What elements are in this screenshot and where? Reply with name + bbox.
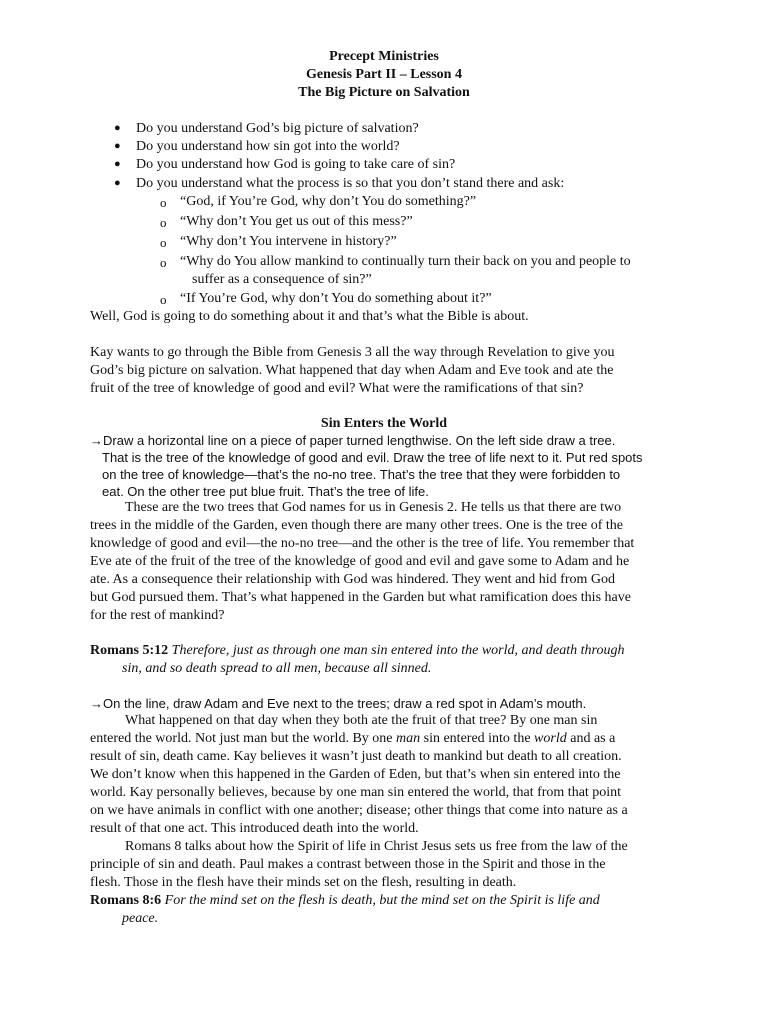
- instruction-line: →On the line, draw Adam and Eve next to the trees; draw a red spot in Adam’s mouth.: [90, 696, 587, 711]
- paragraph-line: entered the world. Not just man but the world. By one man sin entered into the world and as a: [90, 731, 616, 746]
- instruction-line: That is the tree of the knowledge of good and evil. Draw the tree of life next to it. Put red spots: [102, 450, 643, 465]
- sub-bullet-item: “Why don’t You get us out of this mess?”: [180, 214, 413, 229]
- sub-bullet-marker: o: [160, 195, 167, 210]
- paragraph-line: for the rest of mankind?: [90, 608, 225, 623]
- scripture-text: Therefore, just as through one man sin entered into the world, and death through: [171, 643, 625, 658]
- sub-bullet-marker: o: [160, 235, 167, 250]
- bullet-dot: ●: [114, 140, 121, 152]
- paragraph-line: trees in the middle of the Garden, even though there are many other trees. One is the tree of the: [90, 518, 623, 533]
- bullet-dot: ●: [114, 158, 121, 170]
- paragraph-line: What happened on that day when they both ate the fruit of that tree? By one man sin: [125, 713, 598, 728]
- bullet-item: Do you understand what the process is so that you don’t stand there and ask:: [136, 176, 565, 191]
- paragraph-line: Romans 8 talks about how the Spirit of life in Christ Jesus sets us free from the law of the: [125, 839, 628, 854]
- scripture-text-cont: peace.: [122, 911, 159, 926]
- sub-bullet-continuation: suffer as a consequence of sin?”: [192, 272, 372, 287]
- paragraph-line: result of that one act. This introduced death into the world.: [90, 821, 419, 836]
- page-title: The Big Picture on Salvation: [298, 85, 470, 100]
- bullet-dot: ●: [114, 177, 121, 189]
- scripture-ref: Romans 5:12: [90, 643, 169, 658]
- org-name: Precept Ministries: [329, 49, 439, 64]
- paragraph-line: on we have animals in conflict with one another; disease; other things that come into nature as a: [90, 803, 628, 818]
- paragraph-line: but God pursued them. That’s what happened in the Garden but what ramification does this have: [90, 590, 631, 605]
- paragraph-line: Eve ate of the fruit of the tree of the knowledge of good and evil and gave some to Adam and he: [90, 554, 630, 569]
- instruction-line: eat. On the other tree put blue fruit. That’s the tree of life.: [102, 484, 429, 499]
- section-title: Sin Enters the World: [320, 416, 448, 431]
- sub-bullet-item: “Why don’t You intervene in history?”: [180, 234, 397, 249]
- paragraph-line: principle of sin and death. Paul makes a contrast between those in the Spirit and those in the: [90, 857, 606, 872]
- bullet-item: Do you understand God’s big picture of salvation?: [136, 121, 419, 136]
- bullet-item: Do you understand how sin got into the world?: [136, 139, 400, 154]
- paragraph-line: world. Kay personally believes, because by one man sin entered the world, that from that point: [90, 785, 622, 800]
- paragraph-line: ate. As a consequence their relationship with God was hindered. They went and hid from God: [90, 572, 615, 587]
- scripture-verse: [90, 892, 600, 910]
- paragraph-line: flesh. Those in the flesh have their minds set on the flesh, resulting in death.: [90, 875, 517, 890]
- instruction-line: →Draw a horizontal line on a piece of paper turned lengthwise. On the left side draw a tree.: [90, 433, 616, 448]
- scripture-ref: Romans 8:6: [90, 893, 162, 908]
- intro-line: fruit of the tree of knowledge of good and evil? What were the ramifications of that sin?: [90, 381, 584, 396]
- scripture-text-cont: sin, and so death spread to all men, because all sinned.: [122, 661, 432, 676]
- instruction-line: on the tree of knowledge—that’s the no-no tree. That’s the tree that they were forbidden to: [102, 467, 621, 482]
- sub-bullet-marker: o: [160, 255, 167, 270]
- paragraph-line: knowledge of good and evil—the no-no tree—and the other is the tree of life. You remember that: [90, 536, 635, 551]
- intro-line: Kay wants to go through the Bible from Genesis 3 all the way through Revelation to give you: [90, 345, 615, 360]
- scripture-verse: [90, 642, 624, 660]
- sub-bullet-marker: o: [160, 292, 167, 307]
- scripture-text: For the mind set on the flesh is death, but the mind set on the Spirit is life and: [164, 893, 600, 908]
- sub-bullet-item: “God, if You’re God, why don’t You do something?”: [180, 194, 477, 209]
- paragraph-line: We don’t know when this happened in the Garden of Eden, but that’s when sin entered into the: [90, 767, 621, 782]
- paragraph-line: These are the two trees that God names for us in Genesis 2. He tells us that there are two: [125, 500, 622, 515]
- intro-line: God’s big picture on salvation. What happened that day when Adam and Eve took and ate the: [90, 363, 614, 378]
- sub-bullet-marker: o: [160, 215, 167, 230]
- bullet-dot: ●: [114, 122, 121, 134]
- intro-line: Well, God is going to do something about it and that’s what the Bible is about.: [90, 309, 529, 324]
- lesson-title: Genesis Part II – Lesson 4: [306, 67, 462, 82]
- paragraph-line: result of sin, death came. Kay believes it wasn’t just death to mankind but death to all creation.: [90, 749, 622, 764]
- sub-bullet-item: “If You’re God, why don’t You do something about it?”: [180, 291, 492, 306]
- bullet-item: Do you understand how God is going to take care of sin?: [136, 157, 456, 172]
- sub-bullet-item: “Why do You allow mankind to continually turn their back on you and people to: [180, 254, 631, 269]
